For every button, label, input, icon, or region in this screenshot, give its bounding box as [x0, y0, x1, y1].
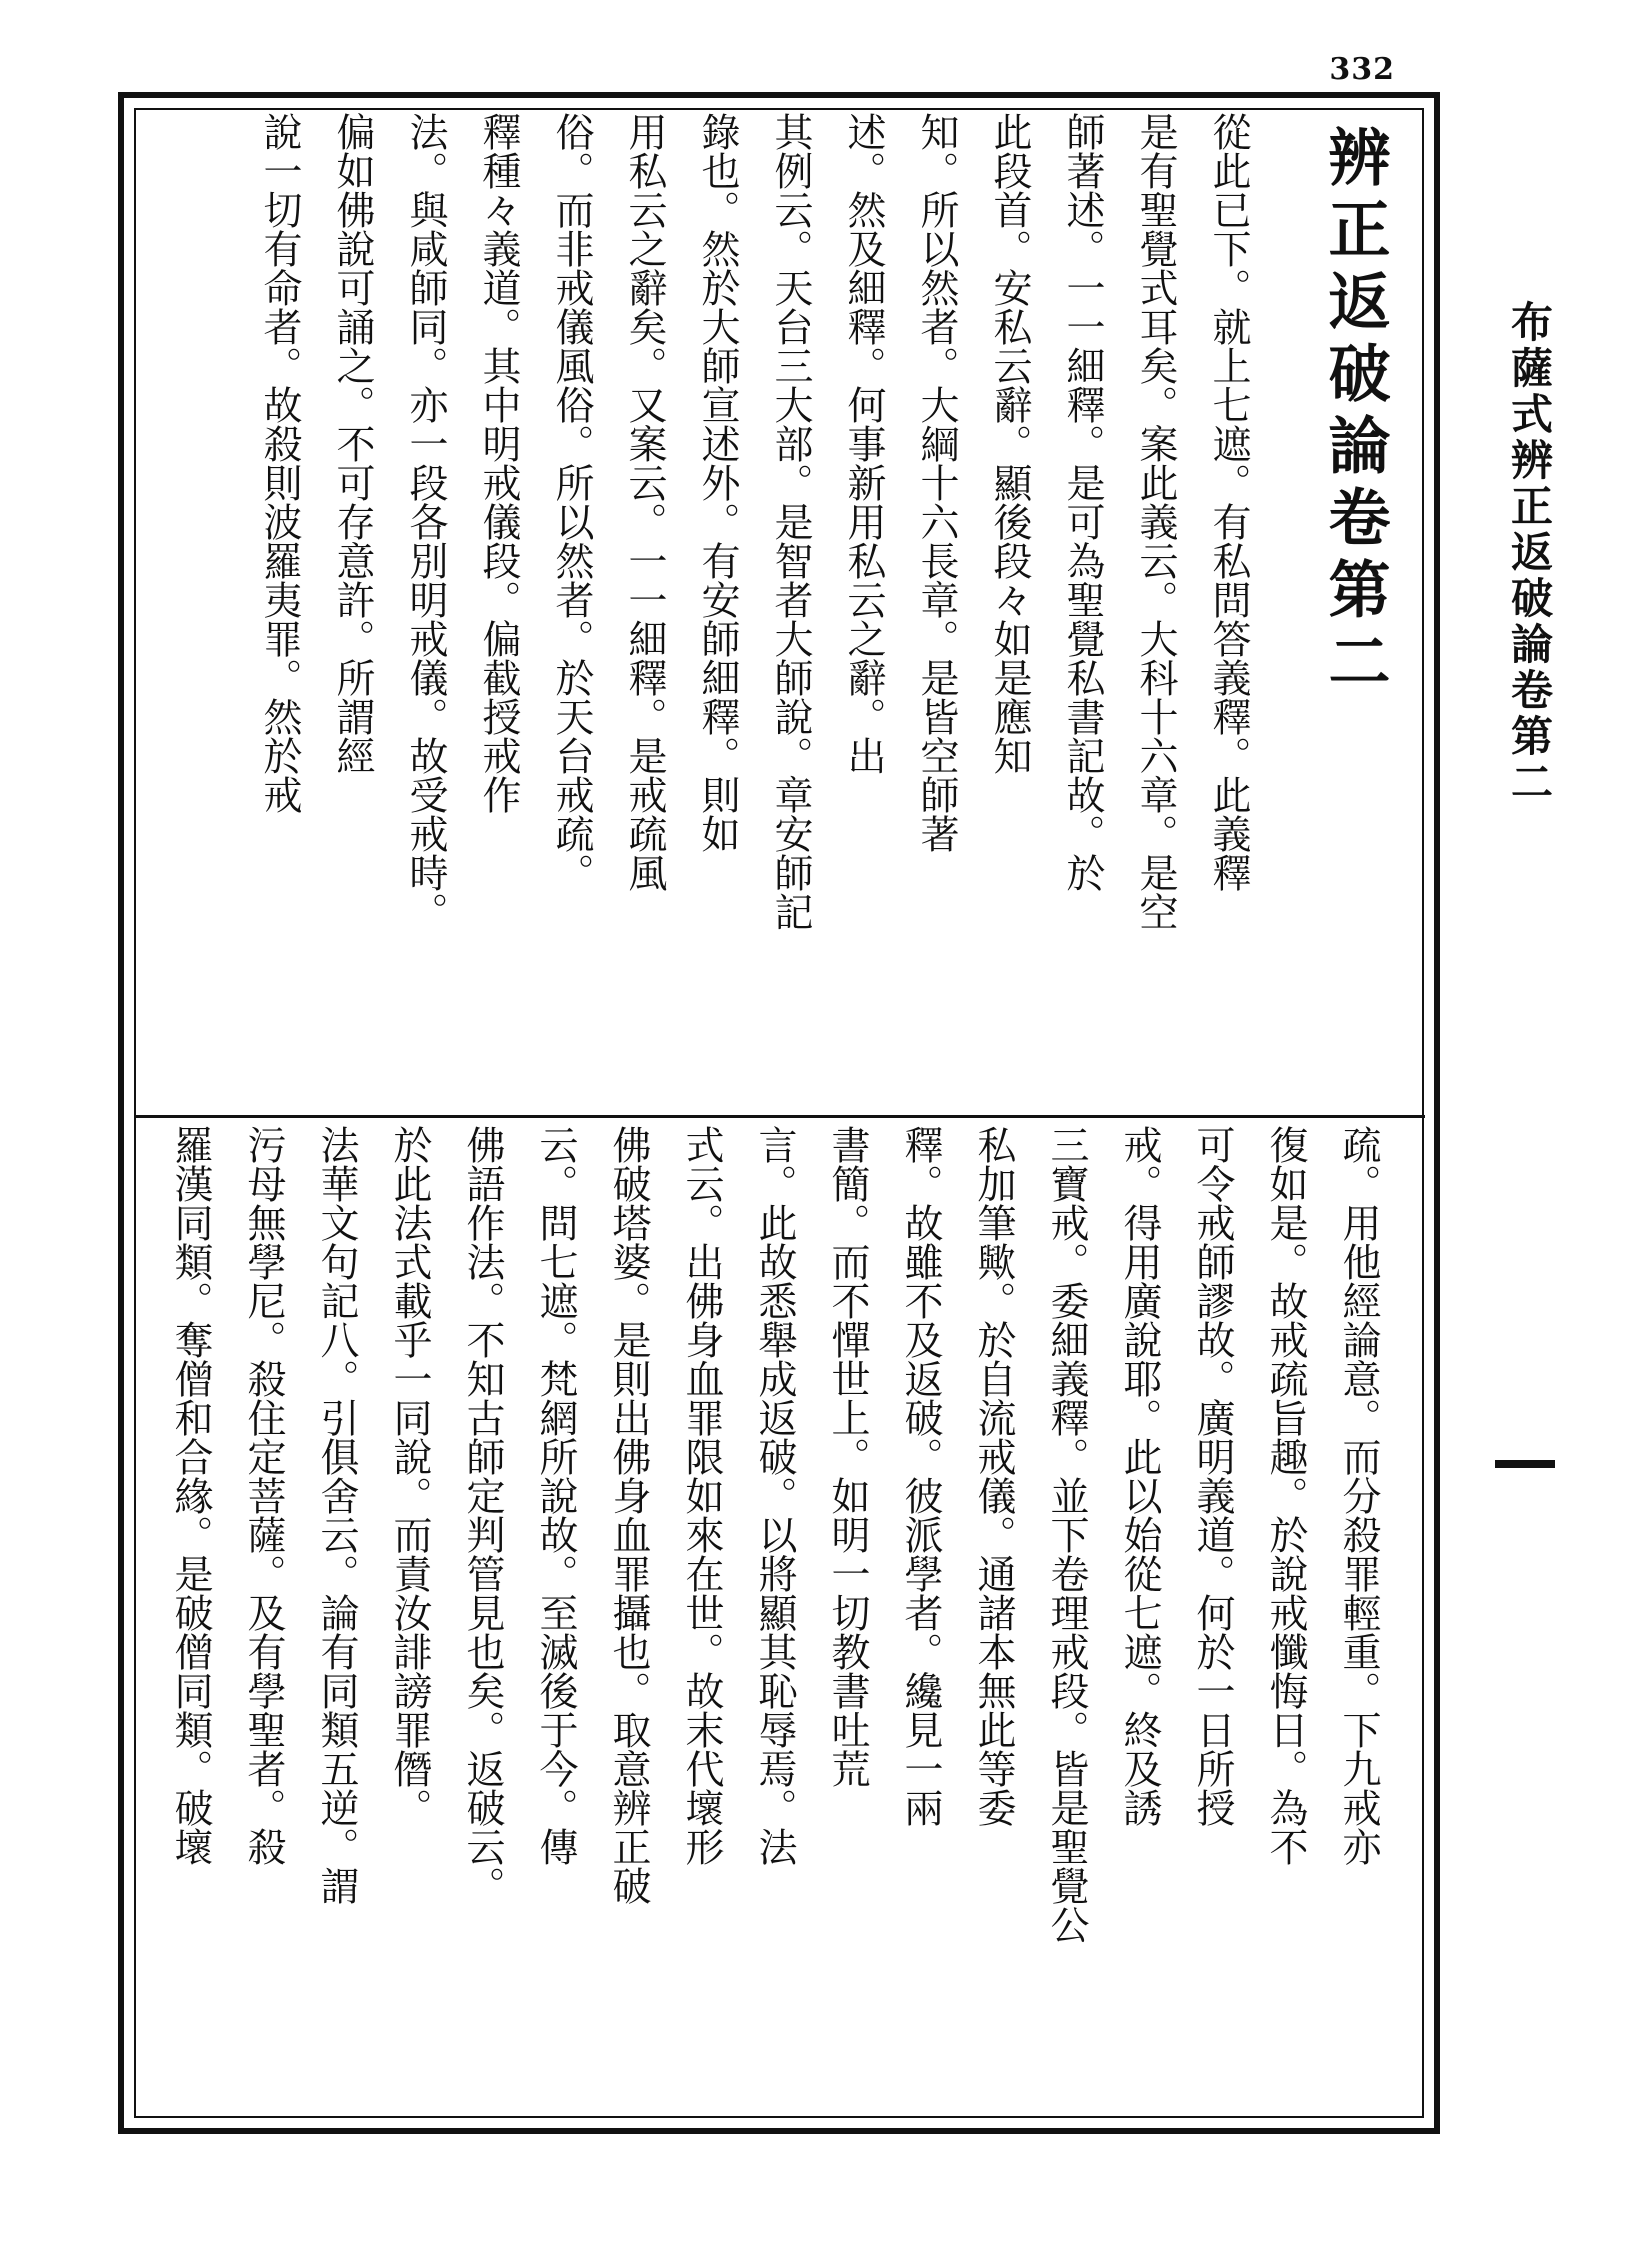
text-column: 云。問七遮。梵網所說故。至滅後于今。傳	[533, 1125, 578, 1866]
text-column: 此段首。安私云辭。顯後段々如是應知	[987, 112, 1032, 775]
chapter-title: 辨正返破論卷第二	[1318, 125, 1391, 701]
text-column: 佛語作法。不知古師定判管見也矣。返破云。	[460, 1125, 505, 1905]
text-column: 私加筆歟。於自流戒儀。通諸本無此等委	[971, 1125, 1016, 1827]
text-column: 用私云之辭矣。又案云。一一細釋。是戒疏風	[622, 112, 667, 892]
text-column: 述。然及細釋。何事新用私云之辭。出	[841, 112, 886, 775]
text-column: 從此已下。就上七遮。有私問答義釋。此義釋	[1206, 112, 1251, 892]
text-column: 說一切有命者。故殺則波羅夷罪。然於戒	[257, 112, 302, 814]
side-mark-text	[1495, 1440, 1555, 1480]
text-column: 戒。得用廣說耶。此以始從七遮。終及誘	[1117, 1125, 1162, 1827]
text-column: 污母無學尼。殺住定菩薩。及有學聖者。殺	[241, 1125, 286, 1866]
text-column: 復如是。故戒疏旨趣。於說戒懺悔日。為不	[1263, 1125, 1308, 1866]
text-column: 法華文句記八。引俱舍云。論有同類五逆。謂	[314, 1125, 359, 1905]
text-column: 疏。用他經論意。而分殺罪輕重。下九戒亦	[1336, 1125, 1381, 1866]
text-column: 書簡。而不憚世上。如明一切教書吐荒	[825, 1125, 870, 1788]
text-column: 釋。故雖不及返破。彼派學者。纔見一兩	[898, 1125, 943, 1827]
text-column: 三寶戒。委細義釋。並下卷理戒段。皆是聖覺公	[1044, 1125, 1089, 1944]
text-column: 可令戒師謬故。廣明義道。何於一日所授	[1190, 1125, 1235, 1827]
section-divider	[135, 1115, 1425, 1118]
text-column: 偏如佛說可誦之。不可存意許。所謂經	[330, 112, 375, 775]
upper-text-block	[150, 112, 1265, 1102]
page-number: 332	[1329, 52, 1395, 87]
text-column: 法。與咸師同。亦一段各別明戒儀。故受戒時。	[403, 112, 448, 931]
text-column: 知。所以然者。大綱十六長章。是皆空師著	[914, 112, 959, 853]
text-column: 佛破塔婆。是則出佛身血罪攝也。取意辨正破	[606, 1125, 651, 1905]
text-column: 俗。而非戒儀風俗。所以然者。於天台戒疏。	[549, 112, 594, 892]
text-column: 羅漢同類。奪僧和合緣。是破僧同類。破壞	[168, 1125, 213, 1866]
running-title: 布薩式辨正返破論卷第二	[1505, 300, 1554, 806]
text-column: 釋種々義道。其中明戒儀段。偏截授戒作	[476, 112, 521, 814]
lower-text-block	[150, 1125, 1395, 2110]
text-column: 式云。出佛身血罪限如來在世。故末代壞形	[679, 1125, 724, 1866]
text-column: 於此法式載乎一同說。而責汝誹謗罪僭。	[387, 1125, 432, 1827]
text-column: 師著述。一一細釋。是可為聖覺私書記故。於	[1060, 112, 1105, 892]
text-column: 其例云。天台三大部。是智者大師說。章安師記	[768, 112, 813, 931]
text-column: 言。此故悉舉成返破。以將顯其恥辱焉。法	[752, 1125, 797, 1866]
text-column: 是有聖覺式耳矣。案此義云。大科十六章。是空	[1133, 112, 1178, 931]
text-column: 錄也。然於大師宣述外。有安師細釋。則如	[695, 112, 740, 853]
